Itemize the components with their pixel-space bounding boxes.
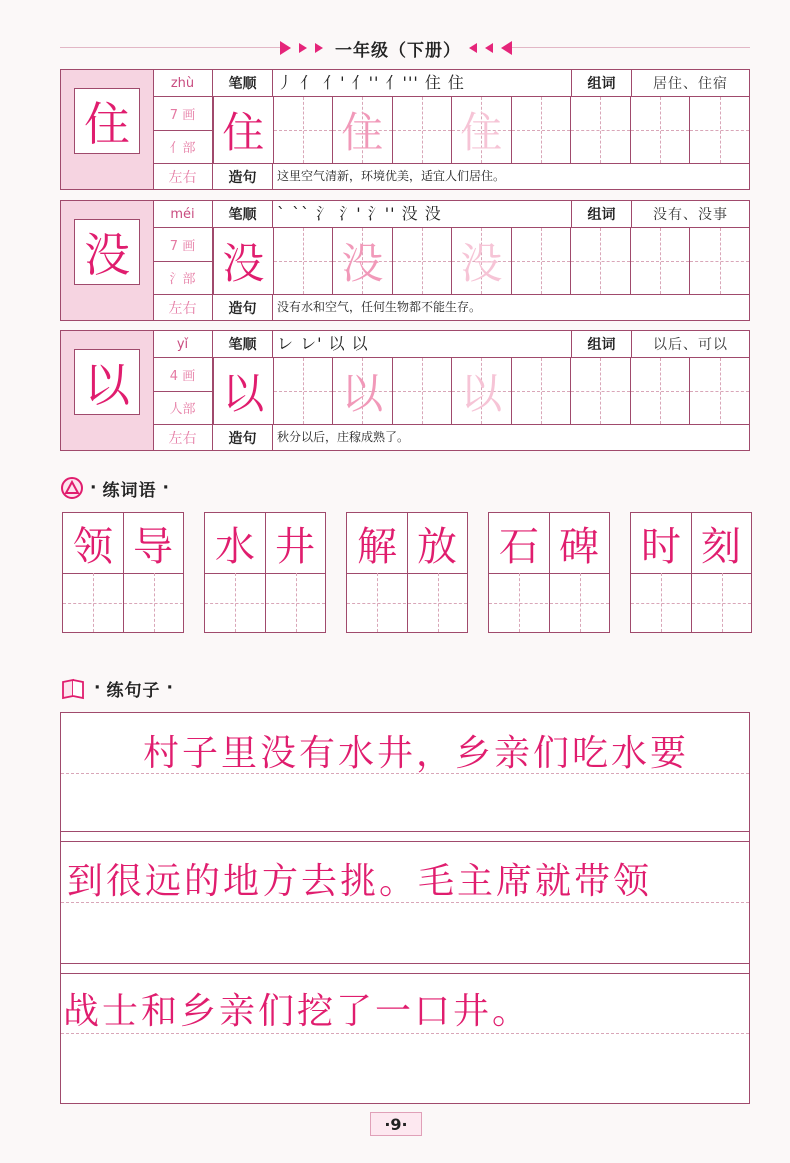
example-words: 以后、可以 bbox=[631, 331, 749, 357]
sentence-line-2: 到很远的地方去挑。毛主席就带领 bbox=[67, 861, 653, 902]
word-practice-box bbox=[204, 512, 326, 633]
char-card-mei bbox=[60, 200, 750, 321]
writing-cell bbox=[392, 228, 452, 294]
structure: 左右 bbox=[153, 425, 213, 450]
writing-cell bbox=[689, 358, 749, 424]
practice-char: 以 bbox=[222, 369, 265, 418]
word-practice-box bbox=[630, 512, 752, 633]
word-char: 时 bbox=[641, 523, 681, 570]
sentence-line-1: 村子里没有水井，乡亲们吃水要 bbox=[143, 733, 690, 774]
word-practice-box bbox=[488, 512, 610, 633]
word-char: 水 bbox=[215, 523, 255, 570]
arrow-left-icon bbox=[501, 41, 512, 55]
practice-char: 住 bbox=[222, 108, 265, 157]
stroke-order-label: 笔顺 bbox=[213, 331, 273, 357]
writing-cell bbox=[451, 97, 511, 163]
arrow-right-icon bbox=[299, 43, 307, 53]
writing-cell bbox=[630, 97, 690, 163]
big-char-box bbox=[74, 88, 140, 154]
pinyin: zhù bbox=[153, 70, 213, 96]
word-char: 刻 bbox=[701, 523, 741, 570]
arrow-left-icon bbox=[469, 43, 477, 53]
example-sentence: 没有水和空气，任何生物都不能生存。 bbox=[277, 300, 482, 314]
sentence-practice-box bbox=[60, 712, 750, 1104]
writing-cell bbox=[511, 358, 571, 424]
row-divider bbox=[61, 831, 749, 832]
writing-cell bbox=[511, 228, 571, 294]
row-divider bbox=[61, 963, 749, 964]
sentence-label: 造句 bbox=[213, 164, 273, 189]
writing-cell bbox=[392, 358, 452, 424]
word-practice-box bbox=[346, 512, 468, 633]
row-divider bbox=[153, 424, 749, 425]
practice-char: 以 bbox=[460, 369, 503, 418]
row-divider bbox=[61, 841, 749, 842]
row-divider bbox=[153, 261, 213, 262]
stroke-order: 丿 亻 亻' 亻'' 亻''' 住 住 bbox=[277, 73, 465, 92]
sentence-section-title: 练句子 bbox=[106, 680, 161, 701]
word-char: 石 bbox=[499, 523, 539, 570]
writing-cell bbox=[213, 97, 273, 163]
stroke-order: レ レ' 以 以 bbox=[277, 334, 369, 353]
stroke-order: ` `` 氵 氵' 氵'' 没 没 bbox=[277, 204, 442, 223]
big-char: 没 bbox=[84, 228, 130, 282]
big-char-panel bbox=[61, 331, 154, 450]
page-number: ·9· bbox=[370, 1112, 422, 1136]
words-label: 组词 bbox=[571, 201, 631, 227]
words-section-header bbox=[60, 476, 169, 500]
stroke-count: 4 画 bbox=[153, 358, 213, 391]
char-card-zhu bbox=[60, 69, 750, 190]
words-section-title: 练词语 bbox=[102, 480, 157, 501]
example-words: 居住、住宿 bbox=[631, 70, 749, 96]
practice-char: 没 bbox=[222, 239, 265, 288]
triangle-badge-icon bbox=[60, 476, 84, 500]
words-label: 组词 bbox=[571, 331, 631, 357]
writing-cell bbox=[273, 358, 333, 424]
big-char: 以 bbox=[84, 358, 130, 412]
writing-cell bbox=[451, 358, 511, 424]
writing-cell bbox=[630, 228, 690, 294]
row-divider bbox=[153, 391, 213, 392]
writing-cell bbox=[689, 228, 749, 294]
practice-char: 没 bbox=[460, 239, 503, 288]
word-char: 放 bbox=[417, 523, 457, 570]
big-char-panel bbox=[61, 201, 154, 320]
big-char-box bbox=[74, 219, 140, 285]
practice-char: 住 bbox=[460, 108, 503, 157]
pinyin: yǐ bbox=[153, 331, 213, 357]
word-practice-box bbox=[62, 512, 184, 633]
row-divider bbox=[61, 973, 749, 974]
stroke-count: 7 画 bbox=[153, 97, 213, 130]
stroke-count: 7 画 bbox=[153, 228, 213, 261]
dot: · bbox=[162, 478, 169, 498]
writing-cell bbox=[332, 358, 392, 424]
word-char: 领 bbox=[73, 523, 113, 570]
word-char: 导 bbox=[133, 523, 173, 570]
arrow-right-icon bbox=[315, 43, 323, 53]
writing-cell bbox=[213, 358, 273, 424]
words-label: 组词 bbox=[571, 70, 631, 96]
arrow-left-icon bbox=[485, 43, 493, 53]
writing-cell bbox=[451, 228, 511, 294]
writing-cell bbox=[332, 97, 392, 163]
practice-char: 住 bbox=[341, 108, 384, 157]
practice-char: 以 bbox=[341, 369, 384, 418]
word-char: 井 bbox=[275, 523, 315, 570]
header-rule-right bbox=[512, 47, 750, 48]
row-divider bbox=[153, 130, 213, 131]
structure: 左右 bbox=[153, 295, 213, 320]
radical: 亻部 bbox=[153, 130, 213, 163]
structure: 左右 bbox=[153, 164, 213, 189]
practice-char: 没 bbox=[341, 239, 384, 288]
word-char: 碑 bbox=[559, 523, 599, 570]
dot: · bbox=[94, 678, 101, 698]
big-char-box bbox=[74, 349, 140, 415]
pinyin: méi bbox=[153, 201, 213, 227]
dot: · bbox=[166, 678, 173, 698]
sentence-line-3: 战士和乡亲们挖了一口井。 bbox=[63, 991, 532, 1032]
header-rule-left bbox=[60, 47, 280, 48]
writing-cell bbox=[570, 97, 630, 163]
writing-cell bbox=[273, 228, 333, 294]
radical: 人部 bbox=[153, 391, 213, 424]
page-title: 一年级（下册） bbox=[335, 40, 461, 61]
writing-cell bbox=[392, 97, 452, 163]
char-card-yi bbox=[60, 330, 750, 451]
example-words: 没有、没事 bbox=[631, 201, 749, 227]
sentence-label: 造句 bbox=[213, 295, 273, 320]
arrow-right-icon bbox=[280, 41, 291, 55]
big-char-panel bbox=[61, 70, 154, 189]
sentence-section-header bbox=[60, 676, 173, 700]
word-char: 解 bbox=[357, 523, 397, 570]
writing-cell bbox=[273, 97, 333, 163]
writing-cell bbox=[689, 97, 749, 163]
writing-cell bbox=[511, 97, 571, 163]
big-char: 住 bbox=[84, 97, 130, 151]
example-sentence: 这里空气清新，环境优美，适宜人们居住。 bbox=[277, 169, 506, 183]
stroke-order-label: 笔顺 bbox=[213, 70, 273, 96]
example-sentence: 秋分以后，庄稼成熟了。 bbox=[277, 430, 410, 444]
dot: · bbox=[90, 478, 97, 498]
writing-cell bbox=[213, 228, 273, 294]
writing-cell bbox=[570, 228, 630, 294]
book-icon bbox=[60, 676, 88, 700]
stroke-order-label: 笔顺 bbox=[213, 201, 273, 227]
sentence-label: 造句 bbox=[213, 425, 273, 450]
writing-cell bbox=[570, 358, 630, 424]
writing-cell bbox=[630, 358, 690, 424]
page-header bbox=[280, 34, 512, 62]
writing-cell bbox=[332, 228, 392, 294]
radical: 氵部 bbox=[153, 261, 213, 294]
